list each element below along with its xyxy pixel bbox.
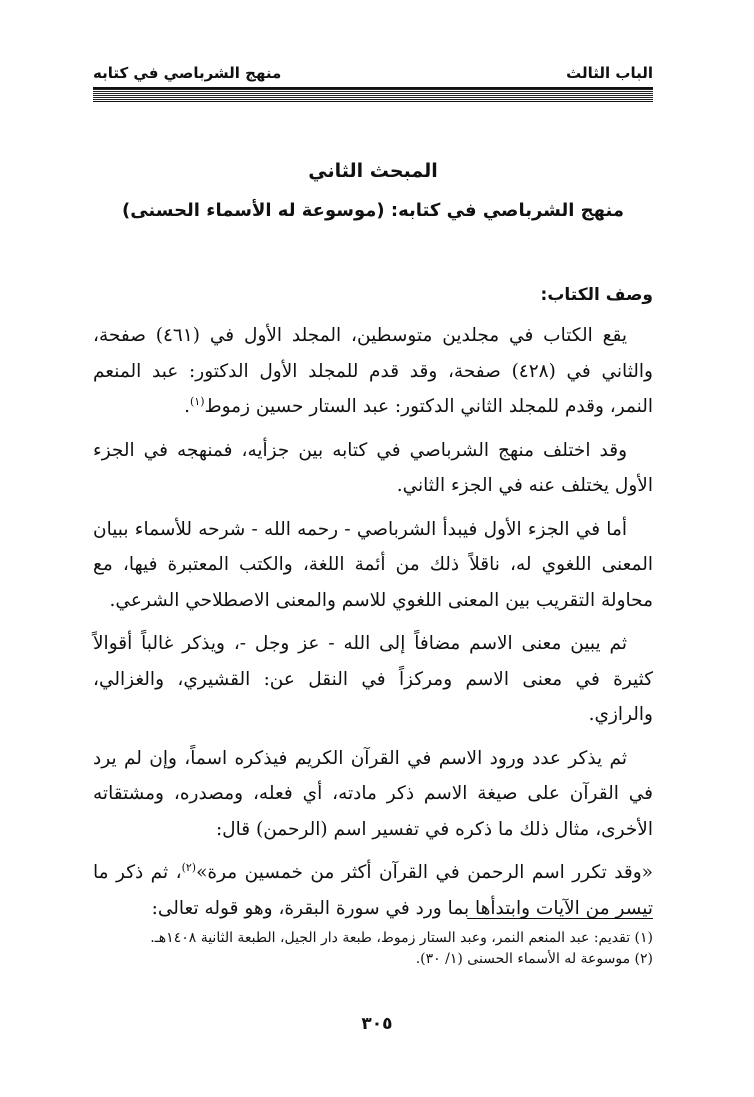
footnote: (٢) موسوعة له الأسماء الحسنى (١/ ٣٠). bbox=[415, 951, 653, 967]
footnotes bbox=[93, 928, 653, 970]
running-header bbox=[93, 60, 653, 86]
paragraph: ثم يبين معنى الاسم مضافاً إلى الله - عز وجل -، ويذكر غالباً أقوالاً كثيرة في معنى الاسم ومركزاً في النقل عن: القشيري، والغزالي، والرازي. bbox=[93, 633, 653, 725]
header-rule bbox=[93, 87, 653, 102]
chapter-title: الباب الثالث bbox=[566, 64, 653, 82]
paragraph: ثم يذكر عدد ورود الاسم في القرآن الكريم فيذكره اسماً، وإن لم يرد في القرآن على صيغة الاسم ذكر مادته، أي فعله، ومصدره، ومشتقاته الأخرى، مثال ذلك ما ذكره في تفسير اسم (الرحمن) قال: bbox=[93, 747, 653, 840]
paragraph: وقد اختلف منهج الشرباصي في كتابه بين جزأيه، فمنهجه في الجزء الأول يختلف عنه في الجزء الثاني. bbox=[93, 439, 653, 496]
section-subtitle: منهج الشرباصي في كتابه: (موسوعة له الأسماء الحسنى) bbox=[121, 200, 625, 221]
page-number: ٣٠٥ bbox=[361, 1014, 393, 1034]
section-titles bbox=[93, 160, 653, 221]
book-description-label: وصف الكتاب: bbox=[540, 285, 653, 305]
footnote-ref: (٢) bbox=[181, 860, 197, 874]
body-text bbox=[93, 318, 653, 934]
paragraph: يقع الكتاب في مجلدين متوسطين، المجلد الأول في (٤٦١) صفحة، والثاني في (٤٢٨) صفحة، وقد قدم للمجلد الأول الدكتور: عبد المنعم النمر، وقدم للمجلد الثاني الدكتور: عبد الستار حسين زموط$^{(١)}$. bbox=[93, 325, 653, 417]
footnote: (١) تقديم: عبد المنعم النمر، وعبد الستار زموط، طبعة دار الجيل، الطبعة الثانية ١٤٠٨هـ. bbox=[150, 930, 653, 946]
footnote-divider bbox=[467, 918, 653, 919]
footnote-ref: (١) bbox=[189, 394, 205, 408]
section-heading: المبحث الثاني bbox=[308, 160, 438, 182]
paragraph: أما في الجزء الأول فيبدأ الشرباصي - رحمه الله - شرحه للأسماء ببيان المعنى اللغوي له، ناقلاً ذلك من أئمة اللغة، والكتب المعتبرة فيها، مع محاولة التقريب بين المعنى اللغوي للاسم والمعنى الاصطلاحي الشرعي. bbox=[93, 518, 653, 611]
paragraph: «وقد تكرر اسم الرحمن في القرآن أكثر من خمسين مرة»$^{(٢)}$، ثم ذكر ما تيسر من الآيات وابتدأها بما ورد في سورة البقرة، وهو قوله تعالى: bbox=[93, 860, 653, 919]
running-title: منهج الشرباصي في كتابه bbox=[93, 64, 282, 82]
